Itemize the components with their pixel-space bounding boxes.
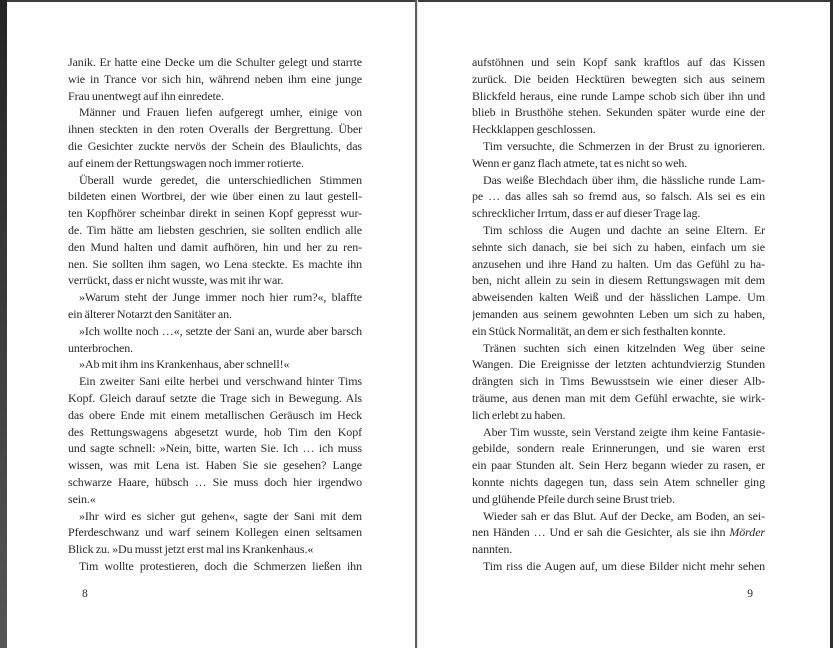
- text-line: ein Stück Normalität, an dem er sich festhalten konnte.: [472, 323, 726, 338]
- text-line: nannten.: [472, 542, 513, 557]
- page-gutter-divider: [415, 0, 417, 648]
- text-line: wie in Trance vor sich hin, während neben ihm eine junge: [68, 71, 362, 86]
- text-line: lich erlebt zu haben.: [472, 407, 566, 422]
- text-line: ein paar Stunden alt. Sein Herz begann wieder zu rasen, er: [472, 458, 765, 473]
- text-line: gebilde, sondern reale Erinnerungen, und sie waren erst: [472, 441, 765, 456]
- scan-left-edge: [0, 0, 7, 648]
- text-line: Blick zu. »Du musst jetzt erst mal ins Krankenhaus.«: [68, 542, 314, 557]
- text-line: auf einem der Rettungswagen noch immer rotierte.: [68, 155, 304, 170]
- text-line: Tim versuchte, die Schmerzen in der Brust zu ignorieren.: [483, 138, 765, 153]
- text-line: drängten sich in Tims Bewusstsein wie einer dieser Alb-: [472, 374, 765, 389]
- left-page-text: [68, 54, 362, 575]
- text-line: Tim schloss die Augen und dachte an seine Eltern. Er: [483, 222, 765, 237]
- text-line: Männer und Frauen liefen aufgeregt umher, einige von: [79, 105, 362, 120]
- text-line: ihnen steckten in den roten Overalls der Bergrettung. Über: [68, 122, 362, 137]
- text-line: »Ihr wird es sicher gut gehen«, sagte der Sani mit dem: [79, 508, 362, 523]
- text-line: Tränen suchten sich einen kitzelnden Weg über seine: [483, 340, 765, 355]
- text-line: schrecklicher Irrtum, dass er auf dieser Trage lag.: [472, 206, 701, 221]
- text-line: jemanden aus seinem gewohnten Leben um sich zu haben,: [472, 306, 765, 321]
- text-line: die Gesichter zuckte nervös der Schein des Blaulichts, das: [68, 138, 362, 153]
- text-line: blieb in Brusthöhe stehen. Sekunden später wurde eine der: [472, 105, 765, 120]
- text-line: träume, aus denen man mit dem Gefühl erwachte, sie wirk-: [472, 390, 765, 405]
- text-line: anzusehen und ihre Hand zu halten. Um das Gefühl zu ha-: [472, 256, 765, 271]
- text-line: Ein zweiter Sani eilte herbei und verschwand hinter Tims: [79, 374, 362, 389]
- text-line: pe … das alles sah so fremd aus, so falsch. Als sei es ein: [472, 189, 765, 204]
- text-line: Wieder sah er das Blut. Auf der Decke, am Boden, an sei-: [483, 508, 765, 523]
- text-line: den Mund halten und damit aufhören, hin und her zu ren-: [68, 239, 362, 254]
- text-line: Wenn er ganz flach atmete, tat es nicht so weh.: [472, 155, 688, 170]
- text-line: nen. Sie sollten ihm sagen, wo Lena steckte. Es machte ihn: [68, 256, 362, 271]
- text-line: schwarze Haare, hübsch … Sie muss doch hier irgendwo: [68, 474, 362, 489]
- text-line: und glühende Pfeile durch seine Brust trieb.: [472, 491, 675, 506]
- text-line: Tim wollte protestieren, doch die Schmerzen ließen ihn: [79, 558, 362, 573]
- text-line: aufstöhnen und sein Kopf sank kraftlos auf das Kissen: [472, 55, 765, 69]
- text-line: ein älterer Notarzt den Sanitäter an.: [68, 306, 232, 321]
- text-line: Tim riss die Augen auf, um diese Bilder nicht mehr sehen: [483, 558, 765, 573]
- text-line: Überall wurde geredet, die unterschiedlichen Stimmen: [79, 172, 362, 187]
- text-line: das obere Ende mit einem metallischen Geräusch im Heck: [68, 407, 362, 422]
- text-line: »Warum steht der Junge immer noch hier rum?«, blaffte: [79, 290, 362, 305]
- text-line: nen Händen … Und er sah die Gesichter, als sie ihn Mörder: [472, 525, 765, 540]
- text-line: Frau unentwegt auf ihn einredete.: [68, 88, 224, 103]
- text-line: konnte nichts dagegen tun, dass sein Atem schneller ging: [472, 474, 765, 489]
- text-line: »Ich wollte noch …«, setzte der Sani an, wurde aber barsch: [79, 323, 362, 338]
- text-line: wissen, was mit Lena ist. Haben Sie sie gesehen? Lange: [68, 458, 362, 473]
- text-line: zurück. Die beiden Hecktüren bewegten sich aus seinem: [472, 71, 765, 86]
- text-line: Aber Tim wusste, sein Verstand zeigte ihm keine Fantasie-: [483, 424, 765, 439]
- text-line: Das weiße Blechdach über ihm, die hässliche runde Lam-: [483, 172, 765, 187]
- text-line: und sagte schnell: »Nein, bitte, warten Sie. Ich … ich muss: [68, 441, 362, 456]
- text-line: Pferdeschwanz und warf seinem Kollegen einen seltsamen: [68, 525, 362, 540]
- text-line: »Ab mit ihm ins Krankenhaus, aber schnell!«: [79, 357, 290, 372]
- right-page-number: 9: [747, 588, 753, 600]
- text-line: Janik. Er hatte eine Decke um die Schulter gelegt und starrte: [68, 55, 362, 69]
- text-line: ben, nicht allein zu sein in diesem Rettungswagen mit dem: [472, 273, 765, 288]
- text-line: verrückt, dass er nicht wusste, was mit ihr war.: [68, 273, 284, 288]
- text-line: sehnte sich danach, sie bei sich zu haben, einfach um sie: [472, 239, 765, 254]
- text-line: Heckklappen geschlossen.: [472, 122, 596, 137]
- text-line: Wangen. Die Ereignisse der letzten achtundvierzig Stunden: [472, 357, 765, 372]
- text-line: unterbrochen.: [68, 340, 134, 355]
- text-line: Kopf. Gleich darauf setzte die Trage sich in Bewegung. Als: [68, 390, 362, 405]
- text-line: bildeten einen Wortbrei, der wie über einen zu laut gestell-: [68, 189, 362, 204]
- left-page-number: 8: [82, 588, 88, 600]
- text-line: sein.«: [68, 491, 96, 506]
- right-page-text: [472, 54, 765, 575]
- text-line: des Rettungswagens abgesetzt wurde, hob Tim den Kopf: [68, 424, 362, 439]
- text-line: abweisenden kalten Weiß und der hässlichen Lampe. Um: [472, 290, 765, 305]
- text-line: Blickfeld heraus, eine runde Lampe schob sich über ihn und: [472, 88, 765, 103]
- text-line: de. Tim hätte am liebsten geschrien, sie sollten endlich alle: [68, 222, 362, 237]
- text-line: ten Kopfhörer scheinbar direkt in seinen Kopf gepresst wur-: [68, 206, 362, 221]
